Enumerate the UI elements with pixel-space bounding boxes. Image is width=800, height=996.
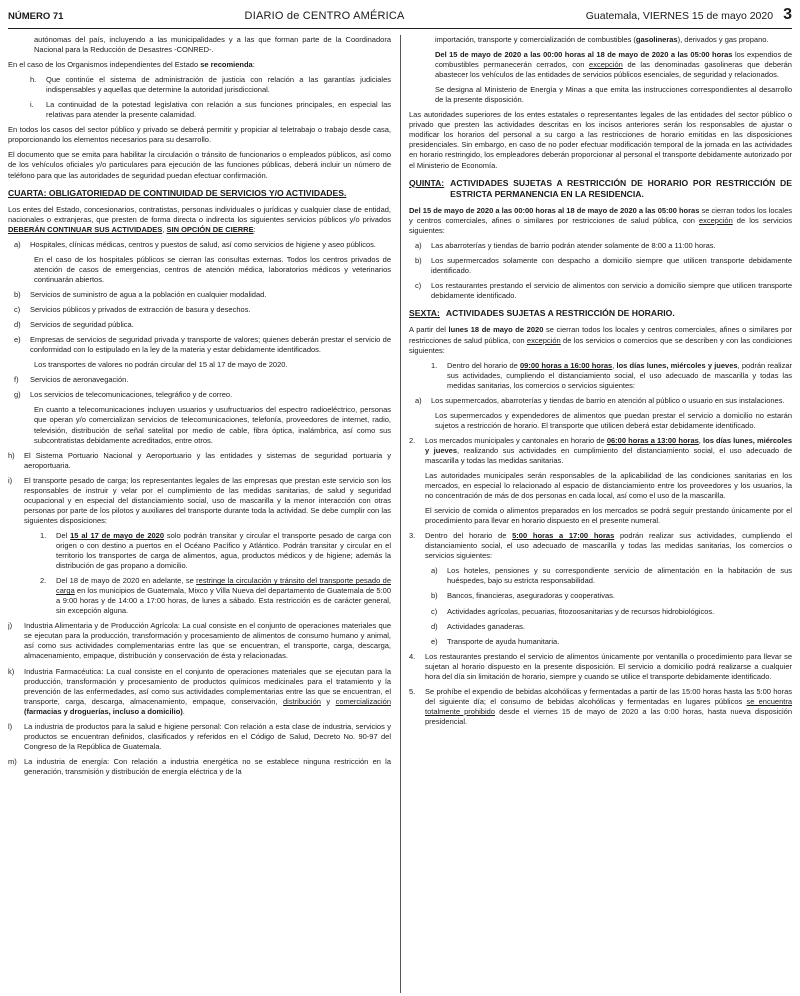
list-subparagraph: En cuanto a telecomunicaciones incluyen usuarios y usufructuarios del espectro radioeléctrico, personas que operan y/o comercializan servicios de telecomunicaciones, telefonía, proveedores de internet, radio, televisión, distribución de señal satelital por medio de cable, fibra óptica, inalámbrica, así como sus subcontratistas debidamente acreditados, entre otros. <box>34 405 391 445</box>
list-item-h: h. Que continúe el sistema de administración de justicia con relación a las garantías judiciales indispensables y aquellas que determine la autoridad jurisdiccional. <box>30 75 391 95</box>
list-subparagraph: En el caso de los hospitales públicos se cierran las consultas externas. Todos los centros privados de atención de casos de emergencias, centros de atención médica, laboratorios médicos y veterinarios continuarán abiertos. <box>34 254 391 285</box>
list-item-i2-2: 2. Del 18 de mayo de 2020 en adelante, se restringe la circulación y tránsito del transporte pesado de carga en los municipios de Guatemala, Mixco y Villa Nueva del departamento de Guatemala de 5:00 a 9:00 horas y de 14:00 a 17:00 horas, de lunes a sábado. Esta restricción es de carácter general, sin excepción alguna. <box>40 576 392 616</box>
list-item-c: c) Servicios públicos y privados de extracción de basura y desechos. <box>14 305 251 315</box>
list-item-i2: i) El transporte pesado de carga; los representantes legales de las empresas que prestan este servicio son los responsables de instruir y velar por el cumplimiento de las medidas sanitarias, de salud y seguridad ocupacional y en especial del distanciamiento social, uso de mascarilla y la menor interacción con otras personas por parte de los pilotos y auxiliares del transporte durante toda la actividad. Se debe cumplir con las siguientes disposiciones: <box>8 475 391 525</box>
paragraph: importación, transporte y comercialización de combustibles (gasolineras), derivados y gas propano. <box>435 35 769 44</box>
publication-date: Guatemala, VIERNES 15 de mayo 2020 <box>585 10 774 22</box>
list-subparagraph: Los transportes de valores no podrán circular del 15 al 17 de mayo de 2020. <box>34 360 288 370</box>
paragraph: Se designa al Ministerio de Energía y Minas a que emita las instrucciones correspondientes al desarrollo de la presente disposición. <box>435 85 792 105</box>
paragraph: Del 15 de mayo de 2020 a las 00:00 horas al 18 de mayo de 2020 a las 05:00 horas los expendios de combustibles permanecerán cerrados, con excepción de las denominadas gasolineras que deberán abastecer los vehículos de las entidades de servicios públicos esenciales, de seguridad y relacionados. <box>435 50 792 80</box>
right-column <box>409 35 792 993</box>
list-item-h2: h) El Sistema Portuario Nacional y Aeroportuario y las entidades y sistemas de seguridad portuaria y aeroportuaria. <box>8 450 391 470</box>
list-item-a: a) Hospitales, clínicas médicas, centros y puestos de salud, así como servicios de higiene y aseo públicos. <box>14 239 377 249</box>
list-item-k: k) Industria Farmacéutica: La cual consiste en el conjunto de operaciones materiales que se ejecutan para la producción, transformación y procesamiento de productos químicos medicinales para el tratamiento y la prevención de las enfermedades, así como sus actividades complementarias entre las que se encuentran, el transporte, carga, descarga, almacenamiento, empaque, conservación, distribución y comercialización (farmacias y droguerías, incluso a domicilio). <box>8 666 391 716</box>
section-heading-sexta: SEXTA: ACTIVIDADES SUJETAS A RESTRICCIÓN DE HORARIO. <box>409 308 675 319</box>
paragraph: Los entes del Estado, concesionarios, contratistas, personas individuales o jurídicas y cualquier clase de entidad, nacionales o extranjeras, que presten de forma directa o indirecta los siguientes servicios públicos y/o privados DEBERÁN CONTINUAR SUS ACTIVIDADES, SIN OPCIÓN DE CIERRE: <box>8 204 391 234</box>
list-item-3d: d) Actividades ganaderas. <box>431 621 525 631</box>
list-subparagraph: Las autoridades municipales serán responsables de la aplicabilidad de las condiciones sanitarias en los mercados, en especial lo relacionado al espacio de distanciamiento entre los proveedores y los usuarios, la no concentración de más de dos personas en cada local, así como el uso de la mascarilla. <box>425 471 792 501</box>
section-heading-cuarta: CUARTA: OBLIGATORIEDAD DE CONTINUIDAD DE SERVICIOS Y/O ACTIVIDADES. <box>8 187 347 198</box>
column-divider <box>400 35 401 993</box>
list-item-2: 2. Los mercados municipales y cantonales en horario de 06:00 horas a 13:00 horas, los días lunes, miércoles y jueves, realizando sus actividades en cumplimiento del distanciamiento social, el uso adecuado de mascarilla y todas las medidas sanitarias. <box>409 435 792 465</box>
list-item-3: 3. Dentro del horario de 5:00 horas a 17:00 horas podrán realizar sus actividades, cumpliendo el distanciamiento social, el uso adecuado de mascarilla y todas las medidas sanitarias, los comercios o servicios siguientes: <box>409 531 792 561</box>
list-subparagraph: El servicio de comida o alimentos preparados en los mercados se podrá seguir prestando únicamente por el procedimiento para llevar en horario dispuesto en el presente numeral. <box>425 506 792 526</box>
list-item-b: b) Servicios de suministro de agua a la población en cualquier modalidad. <box>14 290 267 300</box>
list-item-a: a) Las abarroterías y tiendas de barrio podrán atender solamente de 8:00 a 11:00 horas. <box>415 241 716 251</box>
list-item-i2-1: 1. Del 15 al 17 de mayo de 2020 solo podrán transitar y circular el transporte pesado de carga con origen o con destino a puertos en el Océano Pacífico y Atlántico. Podrán transitar y circular en el territorio los transportes de carga de alimentos, agua, productos médicos y de higiene; además la distribución de gas propano a domicilio. <box>40 530 392 571</box>
header-right <box>586 6 792 24</box>
list-item-g: g) Los servicios de telecomunicaciones, telegráfico y de correo. <box>14 390 233 400</box>
paragraph: autónomas del país, incluyendo a las municipalidades y a las que forman parte de la Coordinadora Nacional para la Reducción de Desastres -CONRED-. <box>34 35 391 55</box>
paragraph: Las autoridades superiores de los entes estatales o representantes legales de las entidades del sector público o privado que presten las actividades descritas en los incisos anteriores serán los responsables de ajustar o modificar los horarios del personal a su cargo a las restricciones de horario emitidas en las disposiciones presidenciales. Sin embargo, en caso de no poder efectuar modificación temporal de la jornada en las actividades en horario restringido, los empleadores deberán proporcionar al personal el transporte debidamente autorizado por el Ministerio de Economía. <box>409 110 792 170</box>
list-item-m: m) La industria de energía: Con relación a industria energética no se establece ninguna restricción en la generación, transmisión y distribución de energía eléctrica y de la <box>8 756 391 776</box>
list-item-i: i. La continuidad de la potestad legislativa con relación a sus funciones principales, en especial las relativas para atender la presente calamidad. <box>30 100 391 120</box>
paragraph: A partir del lunes 18 de mayo de 2020 se cierran todos los locales y centros comerciales, afines o similares por restricciones de salud pública, con excepción de los servicios o comercios que se describen y con las condiciones siguientes: <box>409 325 792 355</box>
list-item-3e: e) Transporte de ayuda humanitaria. <box>431 636 560 646</box>
list-item-b: b) Los supermercados solamente con despacho a domicilio siempre que utilicen transporte debidamente identificado. <box>415 256 792 276</box>
list-item-1a: a) Los supermercados, abarroterías y tiendas de barrio en atención al público o usuario en sus instalaciones. <box>415 395 785 405</box>
issue-number: NÚMERO 71 <box>8 11 64 22</box>
list-item-4: 4. Los restaurantes prestando el servicio de alimentos únicamente por ventanilla o procedimiento para llevar se sujetan al horario dispuesto en la presente disposición. El servicio a domicilio podrá realizarse a cualquier hora del día sin limitación de horario, siempre y cuando se utilice el transporte debidamente identificado. <box>409 651 792 681</box>
paragraph: El documento que se emita para habilitar la circulación o tránsito de funcionarios o empleados públicos, así como de los vehículos oficiales y/o particulares para ejecución de las funciones públicas, deberá incluir un número de teléfono para que las autoridades de seguridad puedan efectuar confirmación. <box>8 150 391 180</box>
list-item-3a: a) Los hoteles, pensiones y su correspondiente servicio de alimentación en la habitación de sus huéspedes, bajo su estricta responsabilidad. <box>431 566 792 586</box>
list-item-1: 1. Dentro del horario de 09:00 horas a 16:00 horas, los días lunes, miércoles y jueves, podrán realizar sus actividades, cumpliendo el distanciamiento social, el uso adecuado de mascarilla y todas las medidas sanitarias, los comercios o servicios siguientes: <box>431 360 792 390</box>
list-item-3c: c) Actividades agrícolas, pecuarias, fitozoosanitarias y de recursos hidrobiológicos. <box>431 606 715 616</box>
newspaper-name: DIARIO de CENTRO AMÉRICA <box>244 10 405 22</box>
list-item-j: j) Industria Alimentaria y de Producción Agrícola: La cual consiste en el conjunto de operaciones materiales que se ejecutan para la producción, transformación y procesamiento de alimentos de consumo humano y animal, así como sus actividades complementarias entre las que se encuentran, el transporte, carga, descarga, almacenamiento, empaque, distribución y conservación de ésta y relacionadas. <box>8 621 391 661</box>
list-item-l: l) La industria de productos para la salud e higiene personal: Con relación a esta clase de industria, servicios y productos se encuentran definidos, clasificados y referidos en el Código de Salud, Decreto No. 90-97 del Congreso de la República de Guatemala. <box>8 721 391 751</box>
list-item-d: d) Servicios de seguridad pública. <box>14 320 134 330</box>
left-column <box>8 35 391 993</box>
paragraph: Del 15 de mayo de 2020 a las 00:00 horas al 18 de mayo de 2020 a las 05:00 horas se cierran todos los locales y centros comerciales, afines o similares por restricciones de salud pública, con excepción de los servicios siguientes: <box>409 205 792 235</box>
paragraph: En el caso de los Organismos independientes del Estado se recomienda: <box>8 60 255 70</box>
list-item-5: 5. Se prohíbe el expendio de bebidas alcohólicas y fermentadas a partir de las 15:00 horas hasta las 5:00 horas del siguiente día; el consumo de bebidas alcohólicas y fermentadas en lugares públicos se encuentra totalmente prohibido desde el viernes 15 de mayo de 2020 a las 0:00 horas, hasta nueva disposición presidencial. <box>409 686 792 726</box>
section-heading-quinta: QUINTA: ACTIVIDADES SUJETAS A RESTRICCIÓN DE HORARIO POR RESTRICCIÓN DE ESTRICTA PERMANENCIA EN LA RESIDENCIA. <box>409 177 792 199</box>
list-item-c: c) Los restaurantes prestando el servicio de alimentos con servicio a domicilio siempre que utilicen transporte debidamente identificado. <box>415 281 792 301</box>
article-columns <box>8 35 792 993</box>
list-item-3b: b) Bancos, financieras, aseguradoras y cooperativas. <box>431 591 616 601</box>
paragraph: En todos los casos del sector público y privado se deberá permitir y propiciar al teletrabajo o trabajo desde casa, proporcionando los elementos necesarios para su desarrollo. <box>8 125 391 145</box>
page-header <box>8 6 792 29</box>
list-subparagraph: Los supermercados y expendedores de alimentos que puedan prestar el servicio a domicilio no estarán sujetos a restricción de horario. El transporte que utilicen deberá estar debidamente identificado. <box>435 410 792 430</box>
page-number: 3 <box>783 6 792 23</box>
list-item-e: e) Empresas de servicios de seguridad privada y transporte de valores; quienes deberán prestar el servicio de conformidad con lo estipulado en la ley de la materia y estar debidamente identificados. <box>14 335 391 355</box>
list-item-f: f) Servicios de aeronavegación. <box>14 375 129 385</box>
